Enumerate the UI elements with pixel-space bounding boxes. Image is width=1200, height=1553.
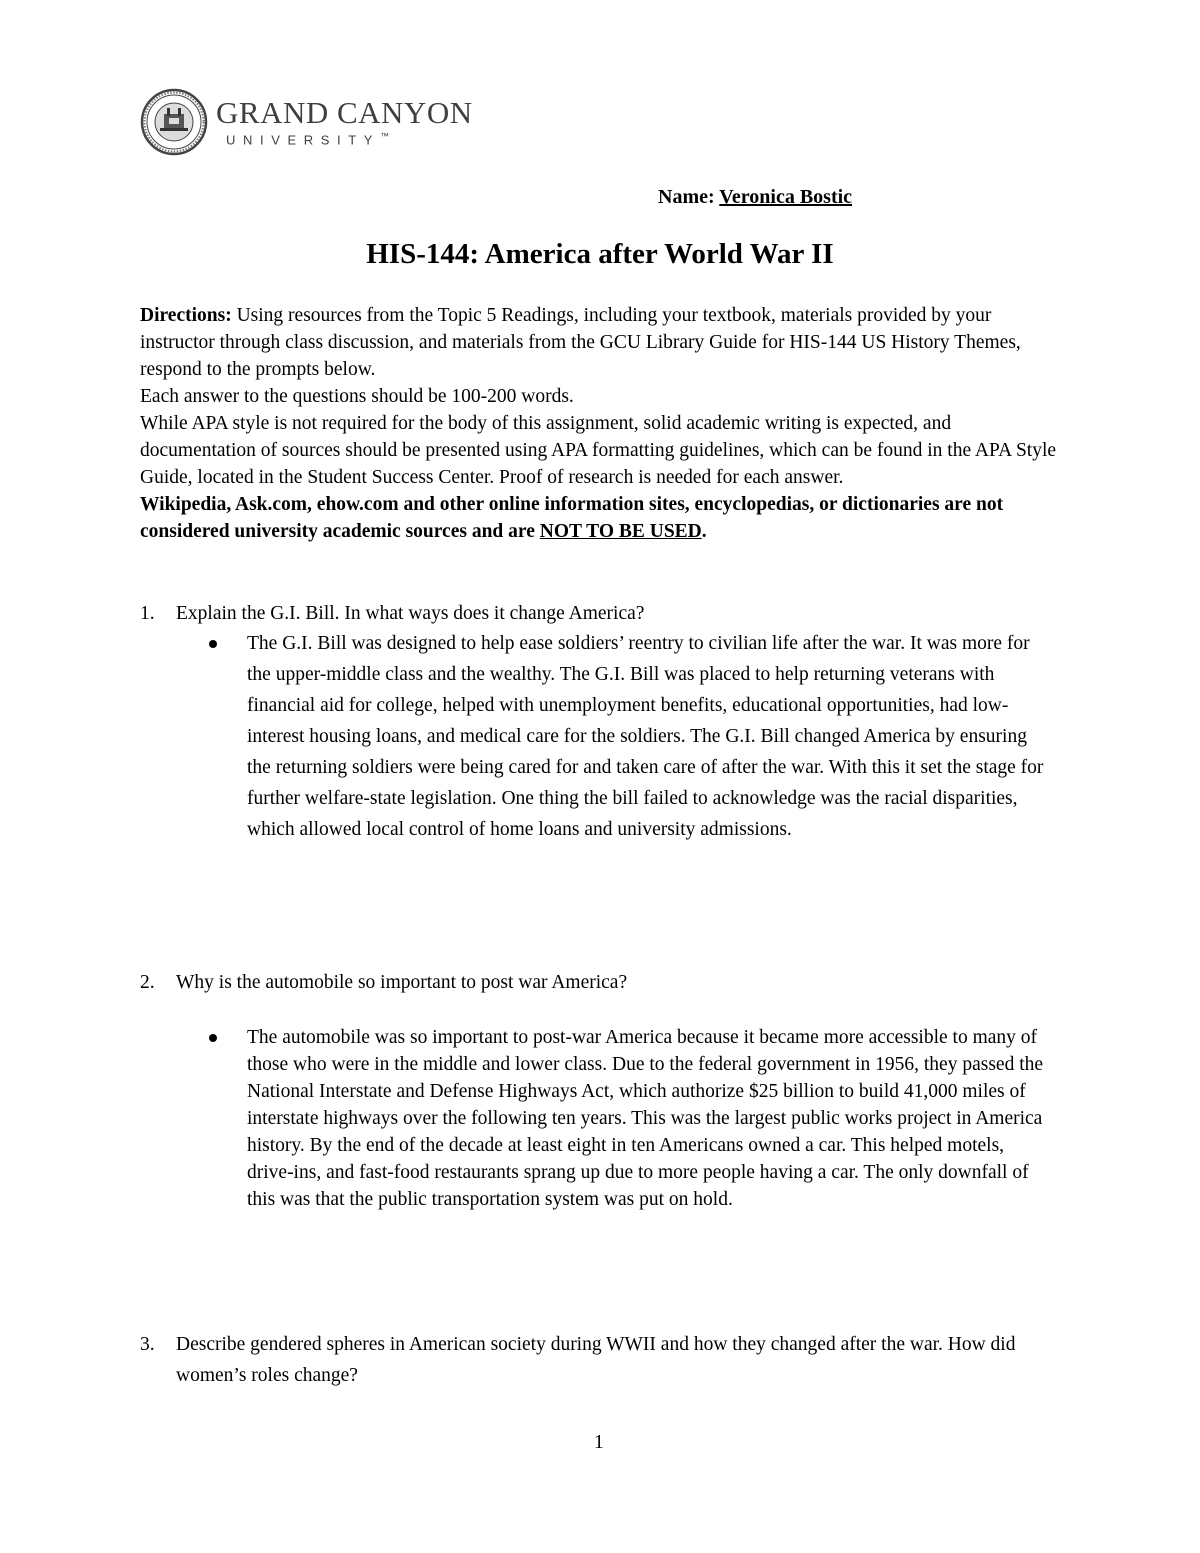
name-label: Name: <box>658 186 715 208</box>
question-text: Why is the automobile so important to post war America? <box>176 972 628 993</box>
logo-subtitle: UNIVERSITY™ <box>226 130 390 148</box>
page-title <box>0 238 1000 271</box>
answer-text: The G.I. Bill was designed to help ease soldiers’ reentry to civilian life after the war. It was more for the upper-middle class and the wealthy. The G.I. Bill was placed to help returning veterans with financial aid for college, helped with unemployment benefits, educational opportunities, had low-interest housing loans, and medical care for the soldiers. The G.I. Bill changed America by ensuring the returning soldiers were being cared for and taken care of after the war. With this it set the stage for further welfare-state legislation. One thing the bill failed to acknowledge was the racial disparities, which allowed local control of home loans and university admissions. <box>247 633 1044 840</box>
question-text: Describe gendered spheres in American society during WWII and how they changed after the war. How did women’s roles change? <box>176 1334 1016 1386</box>
question-1 <box>140 598 1070 629</box>
directions-paragraph <box>140 302 1070 383</box>
apa-instruction: While APA style is not required for the body of this assignment, solid academic writing is expected, and documentation of sources should be presented using APA formatting guidelines, which can be found in the APA Style Guide, located in the Student Success Center. Proof of research is needed for each answer. <box>140 413 1057 488</box>
page-number: 1 <box>594 1432 604 1453</box>
sources-warning: Wikipedia, Ask.com, ehow.com and other online information sites, encyclopedias, or dictionaries are not considered university academic sources and are NOT TO BE USED. <box>140 494 1004 542</box>
university-seal-icon <box>140 88 208 156</box>
question-number: 3. <box>140 1334 155 1355</box>
university-logo <box>140 88 473 156</box>
title-text: HIS-144: America after World War II <box>366 238 834 270</box>
bullet-icon <box>209 1034 217 1042</box>
question-3 <box>140 1329 1070 1391</box>
answer-2 <box>205 1024 1045 1213</box>
question-text: Explain the G.I. Bill. In what ways does it change America? <box>176 603 645 624</box>
not-to-be-used: NOT TO BE USED <box>539 521 702 542</box>
word-count-instruction: Each answer to the questions should be 100-200 words. <box>140 386 574 407</box>
question-number: 1. <box>140 603 155 624</box>
student-name: Veronica Bostic <box>719 186 853 208</box>
student-name-line <box>658 186 852 209</box>
bullet-icon <box>209 640 217 648</box>
directions-text: Using resources from the Topic 5 Readings, including your textbook, materials provided by your instructor through class discussion, and materials from the GCU Library Guide for HIS-144 US History Themes, respond to the prompts below. <box>140 305 1021 380</box>
directions-section <box>140 302 1070 545</box>
answer-text: The automobile was so important to post-war America because it became more accessible to many of those who were in the middle and lower class. Due to the federal government in 1956, they passed the National Interstate and Defense Highways Act, which authorize $25 billion to build 41,000 miles of interstate highways over the following ten years. This was the largest public works project in America history. By the end of the decade at least eight in ten Americans owned a car. This helped motels, drive-ins, and fast-food restaurants sprang up due to more people having a car. The only downfall of this was that the public transportation system was put on hold. <box>247 1027 1044 1210</box>
answer-1 <box>205 628 1045 845</box>
logo-wordmark: GRAND CANYON <box>216 94 473 130</box>
question-2 <box>140 967 1070 998</box>
question-number: 2. <box>140 972 155 993</box>
trademark-symbol: ™ <box>380 130 390 141</box>
directions-label: Directions: <box>140 305 232 326</box>
